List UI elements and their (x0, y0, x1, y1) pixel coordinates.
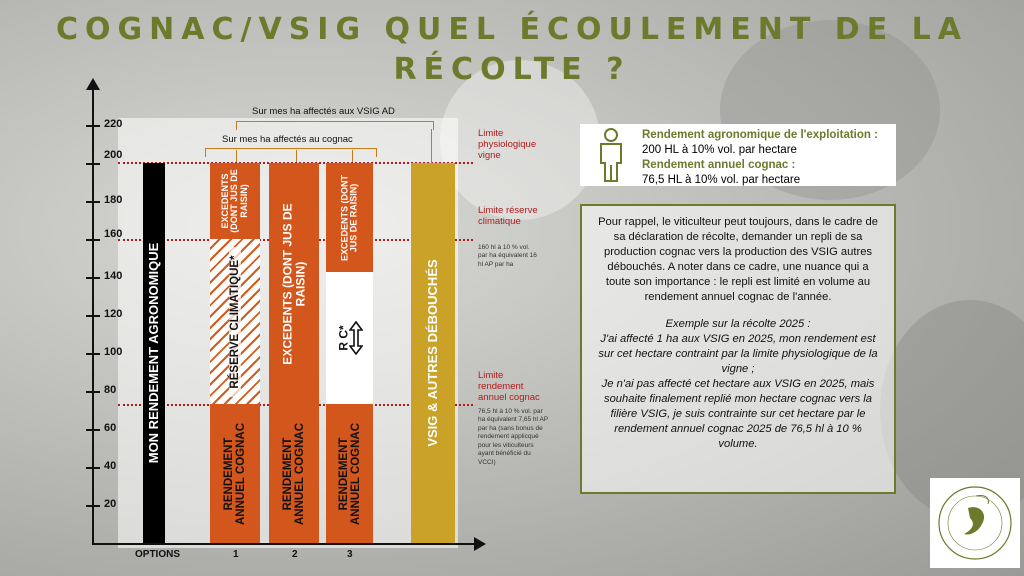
opt3-excedents (326, 163, 373, 272)
bracket-cognac-stem (236, 150, 237, 162)
opt2-excedents (269, 163, 319, 404)
opt1-reserve-label: RÉSERVE CLIMATIQUE* (229, 247, 241, 397)
x-label-opt2: 2 (292, 549, 298, 560)
opt1-rendement (210, 404, 260, 543)
info-label-agronomique: Rendement agronomique de l'exploitation : (642, 129, 878, 141)
y-tick (86, 391, 100, 393)
limit-physio-label: Limite physiologique vigne (478, 128, 537, 161)
page-title-line1: COGNAC/VSIG QUEL ÉCOULEMENT DE LA (56, 12, 968, 47)
y-tick-label: 40 (104, 460, 117, 472)
opt1-excedents-label: EXCEDENTS (DONT JUS DE RAISIN) (219, 169, 249, 233)
y-tick-label: 220 (104, 118, 123, 130)
y-tick (86, 239, 100, 241)
opt1-rendement-label: RENDEMENT ANNUEL COGNAC (222, 422, 247, 525)
bracket-vsig-stem (431, 129, 432, 163)
limit-reserve-note: 160 hl à 10 % vol. par ha équivalent 16 hl AP par ha (478, 244, 537, 268)
info-box (580, 124, 896, 186)
opt3-excedents-label: EXCEDENTS (DONT JUS DE RAISIN) (339, 174, 359, 261)
bar-agronomique (143, 163, 165, 543)
bracket-vsig (236, 121, 434, 130)
person-icon (596, 127, 626, 183)
description-box (580, 204, 896, 494)
opt2-rendement-label: RENDEMENT ANNUEL COGNAC (281, 422, 306, 525)
y-tick-label: 60 (104, 422, 117, 434)
opt2-rendement (269, 404, 319, 543)
y-tick-label: 20 (104, 498, 117, 510)
bar-agronomique-label: MON RENDEMENT AGRONOMIQUE (146, 242, 162, 464)
y-tick (86, 467, 100, 469)
bar-vsig-label: VSIG & AUTRES DÉBOUCHÉS (425, 259, 441, 447)
description-para2: Exemple sur la récolte 2025 : J'ai affecté 1 ha aux VSIG en 2025, mon rendement est sur cet hectare contraint par la limite physiologique de la vigne ; Je n'ai pas affecté cet hectare aux VSIG en 2025, mais souhaite finalement replié mon hectare cognac vers la filière VSIG, je suis contrainte sur cet hectare par le rendement annuel cognac 2025 de 76,5 hl à 10 % volume. (598, 318, 878, 450)
info-value-agronomique: 200 HL à 10% vol. par hectare (642, 144, 797, 156)
info-text (642, 128, 878, 188)
y-tick-label: 160 (104, 228, 123, 240)
x-label-opt3: 3 (347, 549, 353, 560)
x-axis-arrow (474, 537, 486, 551)
bracket-cognac-stem (352, 150, 353, 162)
info-label-cognac: Rendement annuel cognac : (642, 159, 796, 171)
x-label-options: OPTIONS (135, 549, 181, 560)
y-tick-label: 120 (104, 308, 123, 320)
y-tick (86, 353, 100, 355)
bracket-vsig-label: Sur mes ha affectés aux VSIG AD (252, 106, 395, 117)
page-title-line2: RÉCOLTE ? (393, 52, 631, 87)
paysan-vigneron-logo (930, 478, 1020, 568)
y-tick-label: 100 (104, 346, 123, 358)
bracket-cognac-label: Sur mes ha affectés au cognac (222, 134, 353, 145)
x-label-opt1: 1 (233, 549, 239, 560)
bidirectional-arrow-icon (349, 321, 363, 355)
logo-seal (930, 478, 1020, 568)
limit-rendement-label: Limite rendement annuel cognac (478, 370, 540, 403)
description-para1: Pour rappel, le viticulteur peut toujours, dans le cadre de sa déclaration de récolte, demander un repli de sa production cognac vers la production des VSIG autres débouchés. A noter dans ce cadre, une nuance qui a toute son importance : le repli est limité en volume au rendement annuel cognac de l'année. (598, 216, 878, 303)
opt3-rendement (326, 404, 373, 543)
opt3-rc (326, 272, 373, 404)
y-tick (86, 315, 100, 317)
y-tick-label: 200 (104, 149, 123, 161)
y-tick (86, 125, 100, 127)
opt1-reserve (210, 239, 260, 404)
y-tick (86, 163, 100, 165)
opt1-excedents (210, 163, 260, 239)
y-tick-label: 180 (104, 194, 123, 206)
info-value-cognac: 76,5 HL à 10% vol. par hectare (642, 174, 801, 186)
y-tick (86, 429, 100, 431)
y-tick-label: 80 (104, 384, 117, 396)
x-axis (92, 543, 477, 545)
limit-rendement-note: 76,5 hl à 10 % vol. par ha équivalent 7,65 hl AP par ha (sans bonus de rendement applicqué pour les viticulteurs ayant bénéficié du VCCI) (478, 408, 548, 466)
y-tick-label: 140 (104, 270, 123, 282)
y-tick (86, 201, 100, 203)
y-tick (86, 505, 100, 507)
limit-reserve-label: Limite réserve climatique (478, 205, 538, 227)
opt2-excedents-label: EXCEDENTS (DONT JUS DE RAISIN) (280, 202, 307, 365)
opt3-rc-label: R C* (336, 325, 351, 351)
bar-vsig (411, 163, 455, 543)
y-tick (86, 277, 100, 279)
bracket-cognac-stem (296, 150, 297, 162)
opt3-rendement-label: RENDEMENT ANNUEL COGNAC (337, 422, 362, 525)
y-axis-arrow (86, 78, 100, 90)
